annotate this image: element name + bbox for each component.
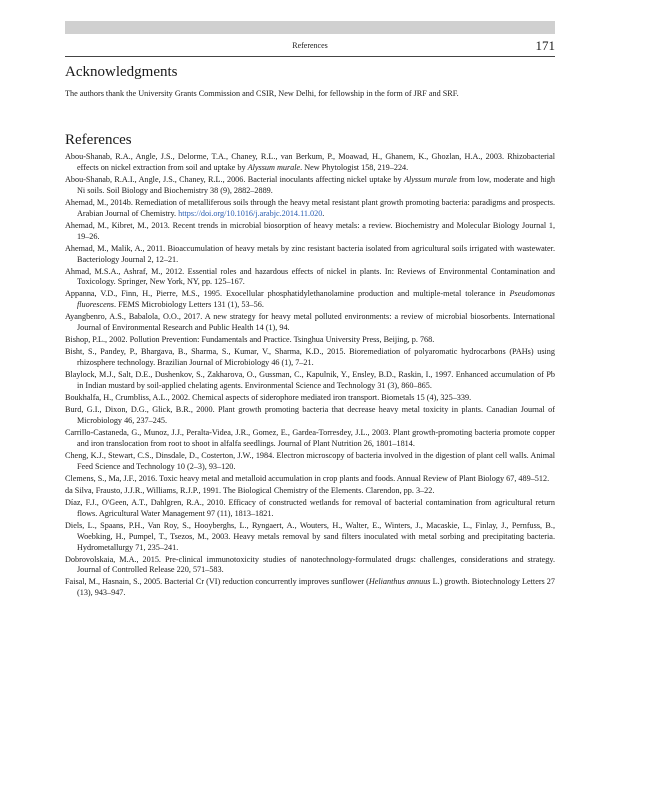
reference-item: Ahemad, M., Malik, A., 2011. Bioaccumulation of heavy metals by zinc resistant bacteria isolated from agricultural soils irrigated with wastewater. Bacteriology Journal 2, 12–21.	[65, 243, 555, 264]
reference-item: Blaylock, M.J., Salt, D.E., Dushenkov, S., Zakharova, O., Gussman, C., Kapulnik, Y., Ensley, B.D., Raskin, I., 1997. Enhanced accumulation of Pb in Indian mustard by soil-applied chelating agents. Environmental Science and Technology 31 (3), 860–865.	[65, 370, 555, 391]
reference-item: Ayangbenro, A.S., Babalola, O.O., 2017. A new strategy for heavy metal polluted environments: a review of microbial biosorbents. International Journal of Environmental Research and Public Health 14 (1), 94.	[65, 312, 555, 333]
acknowledgments-heading: Acknowledgments	[65, 64, 178, 80]
running-head	[65, 38, 555, 56]
reference-item: Abou-Shanab, R.A.I., Angle, J.S., Chaney, R.L., 2006. Bacterial inoculants affecting nickel uptake by Alyssum murale from low, moderate and high Ni soils. Soil Biology and Biochemistry 38 (9), 2882–2889.	[65, 174, 555, 195]
header-rule	[65, 56, 555, 57]
species-name: Alyssum murale	[247, 162, 301, 172]
reference-item: Cheng, K.J., Stewart, C.S., Dinsdale, D., Costerton, J.W., 1984. Electron microscopy of bacteria involved in the digestion of plant cell walls. Animal Feed Science and Technology 10 (2–3), 93–120.	[65, 450, 555, 471]
species-name: Pseudomonas fluorescens	[77, 289, 555, 310]
reference-item: Boukhalfa, H., Crumbliss, A.L., 2002. Chemical aspects of siderophore mediated iron transport. Biometals 15 (4), 325–339.	[65, 393, 472, 403]
reference-item: Díaz, F.J., O'Geen, A.T., Dahlgren, R.A., 2010. Efficacy of constructed wetlands for removal of bacterial contamination from agricultural return flows. Agricultural Water Management 97 (11), 1813–1821.	[65, 497, 555, 518]
references-heading: References	[65, 132, 132, 148]
reference-item: Ahemad, M., 2014b. Remediation of metalliferous soils through the heavy metal resistant plant growth promoting bacteria: paradigms and prospects. Arabian Journal of Chemistry. https://doi.org/10.1016/j.arabjc.2014.11.020.	[65, 197, 555, 218]
reference-item: Ahemad, M., Kibret, M., 2013. Recent trends in microbial biosorption of heavy metals: a review. Biochemistry and Molecular Biology Journal 1, 19–26.	[65, 220, 555, 241]
header-bar	[65, 21, 555, 34]
reference-item: Carrillo-Castaneda, G., Munoz, J.J., Peralta-Videa, J.R., Gomez, E., Gardea-Torresdey, J.L., 2003. Plant growth-promoting bacteria promote copper and iron translocation from root to shoot in alfalfa seedlings. Journal of Plant Nutrition 26, 1801–1814.	[65, 427, 555, 448]
reference-item: Bisht, S., Pandey, P., Bhargava, B., Sharma, S., Kumar, V., Sharma, K.D., 2015. Bioremediation of polyaromatic hydrocarbons (PAHs) using rhizosphere technology. Brazilian Journal of Microbiology 46 (1), 7–21.	[65, 347, 555, 368]
reference-item: da Silva, Frausto, J.J.R., Williams, R.J.P., 1991. The Biological Chemistry of the Elements. Clarendon, pp. 3–22.	[65, 485, 435, 495]
species-name: Alyssum murale	[403, 174, 457, 184]
page-number: 171	[535, 38, 555, 53]
reference-item: Clemens, S., Ma, J.F., 2016. Toxic heavy metal and metalloid accumulation in crop plants and foods. Annual Review of Plant Biology 67, 489–512.	[65, 473, 550, 483]
reference-item: Appanna, V.D., Finn, H., Pierre, M.S., 1995. Exocellular phosphatidylethanolamine production and multiple-metal tolerance in Pseudomonas fluorescens. FEMS Microbiology Letters 131 (1), 53–56.	[65, 289, 555, 310]
reference-item: Diels, L., Spaans, P.H., Van Roy, S., Hooyberghs, L., Ryngaert, A., Wouters, H., Walter, E., Winters, J., Macaskie, L., Finlay, J., Pernfuss, B., Woebking, H., Pumpel, T., Tsezos, M., 2003. Heavy metals removal by sand filters inoculated with metal sorbing and precipitating bacteria. Hydrometallurgy 71, 235–241.	[65, 520, 555, 552]
reference-item: Abou-Shanab, R.A., Angle, J.S., Delorme, T.A., Chaney, R.L., van Berkum, P., Moawad, H., Ghanem, K., Ghozlan, H.A., 2003. Rhizobacterial effects on nickel extraction from soil and uptake by Alyssum murale. New Phytologist 158, 219–224.	[65, 152, 555, 172]
species-name: Helianthus annuus	[368, 577, 431, 587]
reference-item: Dobrovolskaia, M.A., 2015. Pre-clinical immunotoxicity studies of nanotechnology-formulated drugs: challenges, considerations and strategy. Journal of Controlled Release 220, 571–583.	[65, 554, 555, 575]
acknowledgments-text: The authors thank the University Grants Commission and CSIR, New Delhi, for fellowship in the form of JRF and SRF.	[65, 89, 459, 98]
reference-item: Bishop, P.L., 2002. Pollution Prevention: Fundamentals and Practice. Tsinghua University Press, Beijing, p. 768.	[65, 335, 435, 345]
reference-item: Faisal, M., Hasnain, S., 2005. Bacterial Cr (VI) reduction concurrently improves sunflower (Helianthus annuus L.) growth. Biotechnology Letters 27 (13), 943–947.	[65, 577, 555, 598]
reference-item: Ahmad, M.S.A., Ashraf, M., 2012. Essential roles and hazardous effects of nickel in plants. In: Reviews of Environmental Contamination and Toxicology. Springer, New York, NY, pp. 125–167.	[65, 266, 555, 287]
reference-list	[65, 152, 555, 600]
doi-link[interactable]: https://doi.org/10.1016/j.arabjc.2014.11.020	[178, 208, 323, 218]
running-title: References	[292, 41, 328, 50]
reference-item: Burd, G.I., Dixon, D.G., Glick, B.R., 2000. Plant growth promoting bacteria that decrease heavy metal toxicity in plants. Canadian Journal of Microbiology 46, 237–245.	[65, 405, 555, 425]
